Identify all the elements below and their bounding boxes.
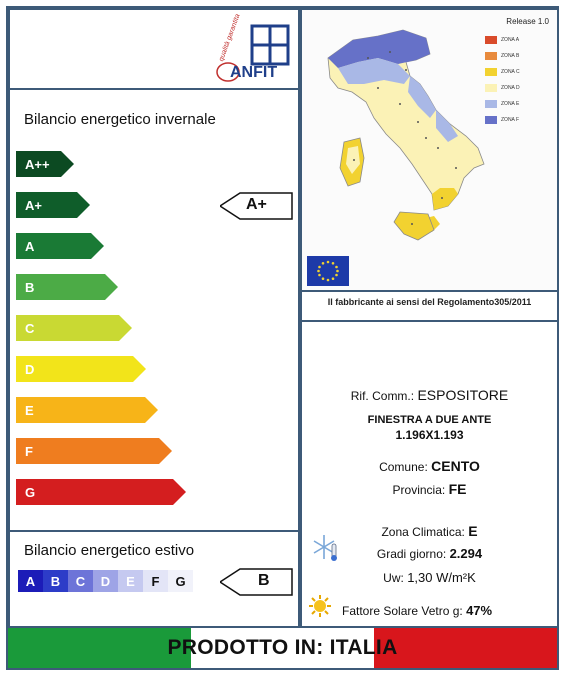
map-legend-swatch <box>485 36 497 44</box>
winter-class-label: B <box>25 280 35 295</box>
winter-class-label: A++ <box>25 157 50 172</box>
summer-class-cell-d: D <box>93 570 118 592</box>
brand-name: ANFIT <box>230 64 278 81</box>
summer-rating-pointer <box>220 568 294 596</box>
map-legend-item <box>485 116 519 124</box>
summer-class-scale <box>18 570 193 592</box>
map-legend-label: ZONA A <box>501 37 520 43</box>
made-in-text: PRODOTTO IN: ITALIA <box>167 636 398 659</box>
map-legend-swatch <box>485 100 497 108</box>
map-legend-swatch <box>485 68 497 76</box>
winter-class-arrow-b <box>16 273 120 301</box>
winter-rating-value: A+ <box>246 196 267 213</box>
ref-value: ESPOSITORE <box>417 387 509 403</box>
provincia-label: Provincia: <box>392 483 446 497</box>
italy-climate-map <box>308 18 488 258</box>
summer-class-cell-c: C <box>68 570 93 592</box>
release-label: Release 1.0 <box>506 17 549 26</box>
winter-class-label: A+ <box>25 198 42 213</box>
winter-class-label: C <box>25 321 35 336</box>
map-legend-item <box>485 52 519 60</box>
map-legend-item <box>485 100 519 108</box>
map-legend-swatch <box>485 116 497 124</box>
provincia-line <box>302 481 557 497</box>
solare-label: Fattore Solare Vetro g: <box>342 604 463 618</box>
map-legend-label: ZONA F <box>501 117 520 123</box>
winter-class-arrow-a <box>16 232 106 260</box>
map-legend-label: ZONA D <box>501 85 520 91</box>
map-legend-label: ZONA C <box>501 69 520 75</box>
uw-line <box>302 570 557 585</box>
solare-value: 47% <box>466 603 493 618</box>
winter-class-arrow-c <box>16 314 134 342</box>
logo-panel <box>8 8 300 90</box>
winter-class-label: E <box>25 403 34 418</box>
comune-line <box>302 458 557 474</box>
sun-icon <box>308 594 332 618</box>
winter-class-label: G <box>25 485 36 500</box>
ref-line <box>302 387 557 403</box>
winter-class-arrow-g <box>16 478 188 506</box>
summer-title: Bilancio energetico estivo <box>24 542 195 559</box>
winter-class-arrow-f <box>16 437 174 465</box>
comune-value: CENTO <box>431 458 480 474</box>
zona-line <box>302 523 557 539</box>
ref-label: Rif. Comm.: <box>350 389 415 403</box>
gradi-value: 2.294 <box>449 546 483 561</box>
summer-class-cell-e: E <box>118 570 143 592</box>
summer-class-cell-g: G <box>168 570 193 592</box>
summer-class-cell-b: B <box>43 570 68 592</box>
map-legend-item <box>485 36 519 44</box>
anfit-logo <box>214 13 294 84</box>
winter-class-label: D <box>25 362 35 377</box>
zona-label: Zona Climatica: <box>381 525 465 539</box>
winter-class-label: A <box>25 239 35 254</box>
winter-class-arrow-aplus <box>16 191 92 219</box>
winter-class-label: F <box>25 444 33 459</box>
map-legend-label: ZONA E <box>501 101 520 107</box>
map-legend-label: ZONA B <box>501 53 520 59</box>
uw-label: Uw: <box>383 571 404 585</box>
map-legend-swatch <box>485 52 497 60</box>
eu-flag <box>307 256 349 286</box>
product-dimensions: 1.196X1.193 <box>395 428 464 442</box>
winter-class-arrow-d <box>16 355 148 383</box>
map-panel <box>300 8 559 292</box>
manufacturer-note: Il fabbricante ai sensi del Regolamento305/2011 <box>327 297 532 307</box>
product-description: FINESTRA A DUE ANTE <box>367 414 492 426</box>
winter-title: Bilancio energetico invernale <box>24 111 216 128</box>
solare-line <box>342 603 492 618</box>
eu-stars-icon <box>307 256 349 286</box>
winter-class-arrow-e <box>16 396 160 424</box>
summer-class-cell-a: A <box>18 570 43 592</box>
zona-value: E <box>468 523 478 539</box>
product-panel <box>300 320 559 628</box>
manufacturer-note-panel <box>300 290 559 322</box>
summer-rating-value: B <box>258 572 270 589</box>
summer-class-cell-f: F <box>143 570 168 592</box>
brand-tagline: qualità garantita <box>218 13 242 63</box>
map-legend-item <box>485 68 520 76</box>
comune-label: Comune: <box>379 460 428 474</box>
map-legend-item <box>485 84 520 92</box>
winter-class-arrow-aplusplus <box>16 150 76 178</box>
gradi-label: Gradi giorno: <box>376 547 447 561</box>
uw-value: 1,30 W/m²K <box>407 570 476 585</box>
provincia-value: FE <box>448 481 467 497</box>
winter-panel <box>8 88 300 532</box>
gradi-line <box>302 546 557 561</box>
summer-panel <box>8 530 300 628</box>
map-legend-swatch <box>485 84 497 92</box>
